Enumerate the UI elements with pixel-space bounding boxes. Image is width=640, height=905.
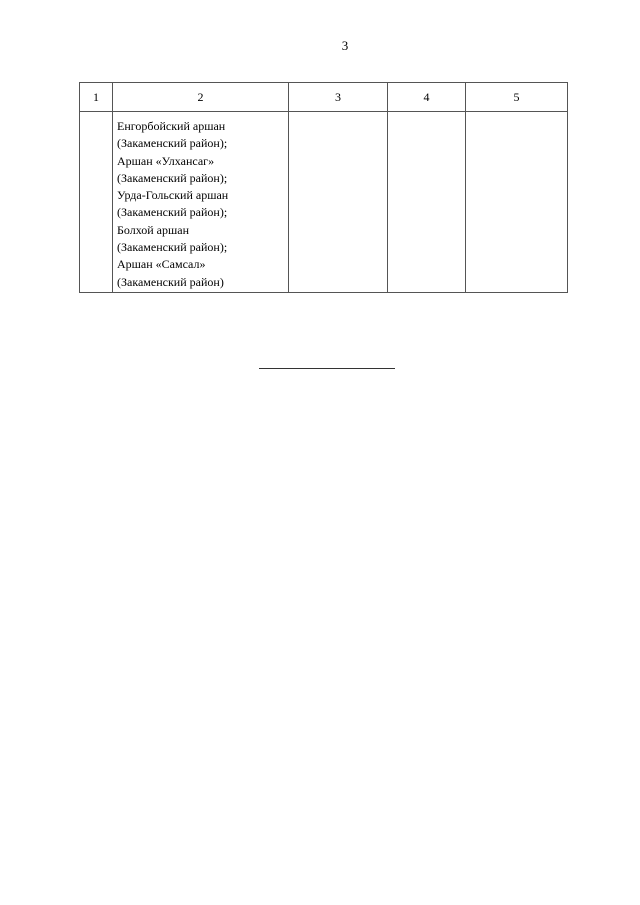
end-rule-divider <box>259 368 395 369</box>
list-line: Урда-Гольский аршан <box>117 188 229 203</box>
header-cell-4: 4 <box>388 83 466 112</box>
cell-col-1 <box>80 112 113 293</box>
list-line: Енгорбойский аршан <box>117 119 226 133</box>
cell-col-4 <box>388 112 466 293</box>
cell-col-5 <box>466 112 568 293</box>
data-table <box>79 82 568 293</box>
header-cell-3: 3 <box>289 83 388 112</box>
header-cell-5: 5 <box>466 83 568 112</box>
list-line: (Закаменский район); <box>117 205 228 220</box>
table-row <box>80 112 568 293</box>
cell-col-3 <box>289 112 388 293</box>
list-line: (Закаменский район) <box>117 274 224 289</box>
list-line: (Закаменский район); <box>117 170 228 185</box>
list-line: (Закаменский район); <box>117 136 228 151</box>
list-line: Аршан «Самсал» <box>117 257 206 272</box>
list-line: Болхой аршан <box>117 222 189 237</box>
header-cell-2: 2 <box>113 83 289 112</box>
table-header-row <box>80 83 568 112</box>
list-line: (Закаменский район); <box>117 240 228 255</box>
header-cell-1: 1 <box>80 83 113 112</box>
list-line: Аршан «Улхансаг» <box>117 153 215 168</box>
resort-list <box>113 112 288 291</box>
cell-col-2 <box>113 112 289 293</box>
page-number: 3 <box>341 38 349 53</box>
